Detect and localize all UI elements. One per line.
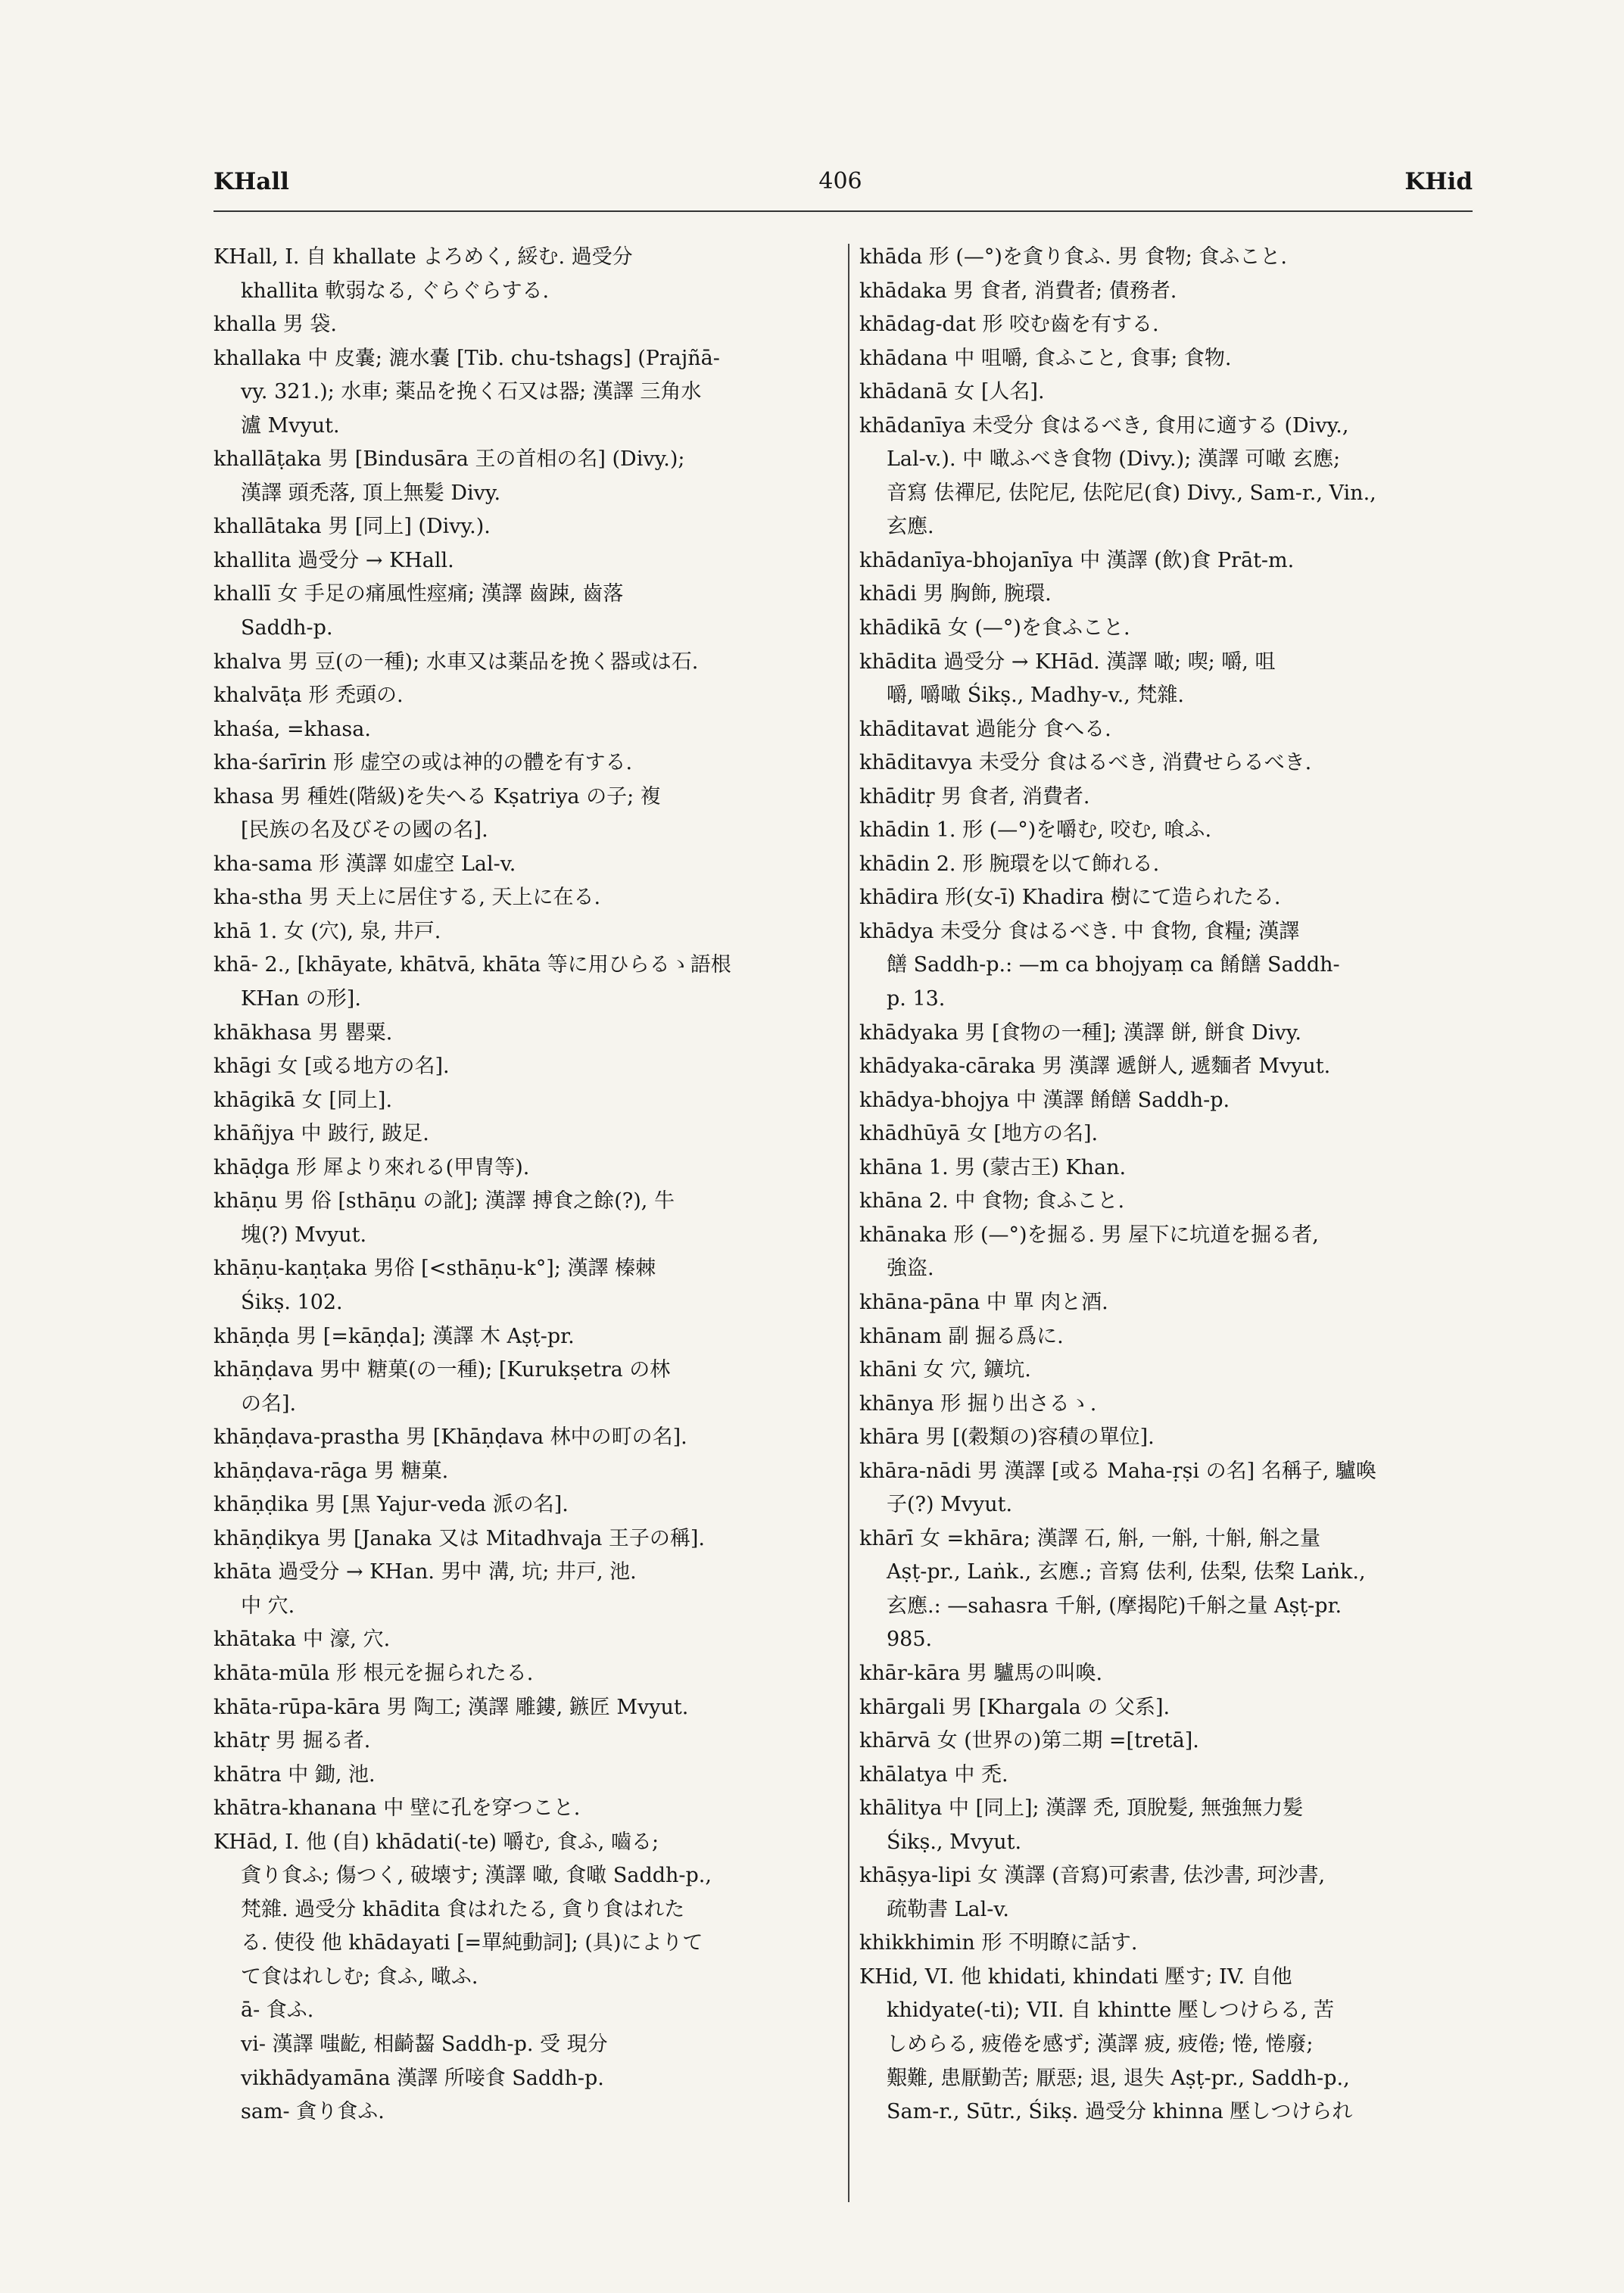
dictionary-line: Śikṣ. 102. — [241, 1290, 343, 1314]
dictionary-line: 音寫 佉禪尼, 佉陀尼, 佉陀尼(食) Divy., Sam-r., Vin., — [887, 481, 1376, 505]
dictionary-line: KHid, VI. 他 khidati, khindati 壓す; IV. 自他 — [859, 1964, 1292, 1989]
dictionary-line: khārī 女 =khāra; 漢譯 石, 斛, 一斛, 十斛, 斛之量 — [859, 1526, 1320, 1550]
dictionary-line: khānya 形 掘り出さるゝ. — [859, 1391, 1097, 1416]
header-rule — [214, 210, 1473, 212]
right-column — [859, 241, 1469, 2129]
dictionary-line: khādi 男 胸飾, 腕環. — [859, 582, 1052, 606]
dictionary-line: Lal-v.). 中 噉ふべき食物 (Divy.); 漢譯 可噉 玄應; — [887, 447, 1341, 472]
dictionary-line: khādyaka-cāraka 男 漢譯 遞餅人, 遞麵者 Mvyut. — [859, 1055, 1331, 1079]
dictionary-line: の名]. — [241, 1391, 297, 1416]
running-head-left: KHall — [214, 168, 289, 195]
dictionary-line: khāṇḍika 男 [黒 Yajur-veda 派の名]. — [214, 1493, 569, 1517]
dictionary-line: khālatya 中 禿. — [859, 1762, 1008, 1787]
dictionary-line: 貪り食ふ; 傷つく, 破壊す; 漢譯 噉, 食噉 Saddh-p., — [241, 1864, 712, 1888]
dictionary-line: khādag-dat 形 咬む齒を有する. — [859, 313, 1159, 337]
dictionary-line: 中 穴. — [241, 1594, 295, 1618]
dictionary-line: khāna 1. 男 (蒙古王) Khan. — [859, 1155, 1127, 1179]
dictionary-line: khāṇḍikya 男 [Janaka 又は Mitadhvaja 王子の稱]. — [214, 1526, 706, 1550]
column-divider — [848, 244, 849, 2202]
running-head-right: KHid — [1404, 168, 1473, 195]
dictionary-line: khāta-mūla 形 根元を掘られたる. — [214, 1661, 534, 1685]
dictionary-line: 梵雜. 過受分 khādita 食はれたる, 貪り食はれた — [241, 1897, 685, 1921]
dictionary-line: khāra-nādi 男 漢譯 [或る Maha-ṛṣi の名] 名稱子, 驢喚 — [859, 1459, 1376, 1483]
dictionary-line: khalvāṭa 形 禿頭の. — [214, 684, 404, 708]
dictionary-line: khādanīya-bhojanīya 中 漢譯 (飲)食 Prāt-m. — [859, 548, 1295, 572]
page-number: 406 — [818, 168, 862, 195]
dictionary-line: 艱難, 患厭勤苦; 厭惡; 退, 退失 Aṣṭ-pr., Saddh-p., — [887, 2066, 1350, 2090]
dictionary-line: khallaka 中 皮嚢; 漉水嚢 [Tib. chu-tshags] (Prajñā- — [214, 346, 720, 370]
dictionary-line: khāḍga 形 犀より來れる(甲冑等). — [214, 1155, 530, 1179]
dictionary-line: khāṇu 男 俗 [sthāṇu の訛]; 漢譯 搏食之餘(?), 牛 — [214, 1189, 675, 1213]
dictionary-line: khākhasa 男 罌粟. — [214, 1020, 393, 1045]
dictionary-line: p. 13. — [887, 987, 946, 1011]
dictionary-line: khādana 中 咀嚼, 食ふこと, 食事; 食物. — [859, 346, 1232, 370]
dictionary-line: khādaka 男 食者, 消費者; 債務者. — [859, 279, 1177, 303]
dictionary-line: khāditavat 過能分 食へる. — [859, 717, 1111, 741]
dictionary-line: khāta-rūpa-kāra 男 陶工; 漢譯 雕鏤, 鏃匠 Mvyut. — [214, 1695, 689, 1719]
dictionary-line: KHall, I. 自 khallate よろめく, 綏む. 過受分 — [214, 245, 633, 269]
dictionary-line: khāṇḍava-prastha 男 [Khāṇḍava 林中の町の名]. — [214, 1425, 687, 1450]
dictionary-line: khādikā 女 (—°)を食ふこと. — [859, 616, 1130, 640]
dictionary-line: khāṇḍava-rāga 男 糖菓. — [214, 1459, 449, 1483]
dictionary-line: kha-stha 男 天上に居住する, 天上に在る. — [214, 886, 601, 910]
dictionary-line: khār-kāra 男 驢馬の叫喚. — [859, 1661, 1103, 1685]
dictionary-line: 985. — [887, 1628, 933, 1652]
dictionary-line: khādanā 女 [人名]. — [859, 380, 1045, 404]
dictionary-line: sam- 貪り食ふ. — [241, 2100, 385, 2124]
dictionary-line: 漢譯 頭禿落, 頂上無髪 Divy. — [241, 481, 501, 505]
dictionary-line: 塊(?) Mvyut. — [241, 1223, 367, 1247]
dictionary-line: khānam 副 掘る爲に. — [859, 1324, 1064, 1348]
dictionary-line: 瀘 Mvyut. — [241, 413, 340, 438]
dictionary-line: khallita 軟弱なる, ぐらぐらする. — [241, 279, 550, 303]
dictionary-line: 玄應. — [887, 515, 934, 539]
dictionary-line: kha-śarīrin 形 虚空の或は神的の體を有する. — [214, 751, 633, 775]
dictionary-line: khāñjya 中 跛行, 跛足. — [214, 1122, 429, 1146]
dictionary-line: しめらる, 疲倦を感ず; 漢譯 疲, 疲倦; 惓, 惓廢; — [887, 2032, 1314, 2056]
dictionary-line: khāditavya 未受分 食はるべき, 消費せらるべき. — [859, 751, 1312, 775]
dictionary-line: 嚼, 嚼噉 Śikṣ., Madhy-v., 梵雜. — [887, 684, 1185, 708]
dictionary-line: khādita 過受分 → KHād. 漢譯 噉; 喫; 嚼, 咀 — [859, 650, 1276, 674]
dictionary-line: khādin 1. 形 (—°)を嚼む, 咬む, 喰ふ. — [859, 818, 1212, 843]
dictionary-line: 子(?) Mvyut. — [887, 1493, 1013, 1517]
dictionary-line: khallī 女 手足の痛風性痙痛; 漢譯 齒踈, 齒落 — [214, 582, 624, 606]
dictionary-line: khallātaka 男 [同上] (Divy.). — [214, 515, 491, 539]
dictionary-line: khāna 2. 中 食物; 食ふこと. — [859, 1189, 1125, 1213]
dictionary-line: khārvā 女 (世界の)第二期 =[tretā]. — [859, 1729, 1199, 1753]
dictionary-line: 疏勒書 Lal-v. — [887, 1897, 1009, 1921]
dictionary-line: khaśa, =khasa. — [214, 717, 371, 741]
dictionary-line: [民族の名及びその國の名]. — [241, 818, 488, 843]
dictionary-line: khā- 2., [khāyate, khātvā, khāta 等に用ひらるゝ語根 — [214, 953, 731, 977]
dictionary-line: khikkhimin 形 不明瞭に話す. — [859, 1931, 1138, 1955]
dictionary-line: khādya 未受分 食はるべき. 中 食物, 食糧; 漢譯 — [859, 919, 1300, 943]
dictionary-line: khālitya 中 [同上]; 漢譯 禿, 頂脫髪, 無強無力髪 — [859, 1796, 1304, 1821]
dictionary-line: 饍 Saddh-p.: —m ca bhojyaṃ ca 餚饍 Saddh- — [887, 953, 1340, 977]
dictionary-line: Saddh-p. — [241, 616, 333, 640]
dictionary-line: KHād, I. 他 (自) khādati(-te) 嚼む, 食ふ, 嚙る; — [214, 1830, 659, 1854]
dictionary-line: khātra 中 鋤, 池. — [214, 1762, 376, 1787]
dictionary-line: khidyate(-ti); VII. 自 khintte 壓しつけらる, 苦 — [887, 1999, 1334, 2023]
left-column — [214, 241, 827, 2129]
dictionary-line: khāṇḍava 男中 糖菓(の一種); [Kurukṣetra の林 — [214, 1358, 671, 1382]
dictionary-line: khāṣya-lipi 女 漢譯 (音寫)可索書, 佉沙書, 珂沙書, — [859, 1864, 1326, 1888]
dictionary-line: vikhādyamāna 漢譯 所唼食 Saddh-p. — [241, 2066, 604, 2090]
dictionary-line: khāda 形 (—°)を貪り食ふ. 男 食物; 食ふこと. — [859, 245, 1287, 269]
dictionary-line: khādyaka 男 [食物の一種]; 漢譯 餅, 餅食 Divy. — [859, 1020, 1301, 1045]
dictionary-line: khāditṛ 男 食者, 消費者. — [859, 784, 1090, 808]
dictionary-line: 玄應.: —sahasra 千斛, (摩揭陀)千斛之量 Aṣṭ-pr. — [887, 1594, 1342, 1618]
dictionary-line: て食はれしむ; 食ふ, 噉ふ. — [241, 1964, 478, 1989]
dictionary-line: khāgi 女 [或る地方の名]. — [214, 1055, 450, 1079]
dictionary-line: khāṇḍa 男 [=kāṇḍa]; 漢譯 木 Aṣṭ-pr. — [214, 1324, 575, 1348]
dictionary-line: khāgikā 女 [同上]. — [214, 1088, 393, 1112]
dictionary-line: 強盗. — [887, 1257, 934, 1281]
dictionary-line: khāra 男 [(穀類の)容積の單位]. — [859, 1425, 1155, 1450]
dictionary-line: khalla 男 袋. — [214, 313, 337, 337]
dictionary-line: khallāṭaka 男 [Bindusāra 王の首相の名] (Divy.); — [214, 447, 685, 472]
dictionary-line: khādanīya 未受分 食はるべき, 食用に適する (Divy., — [859, 413, 1349, 438]
dictionary-line: る. 使役 他 khādayati [=單純動詞]; (具)によりて — [241, 1931, 703, 1955]
dictionary-line: khātṛ 男 掘る者. — [214, 1729, 371, 1753]
dictionary-line: khādin 2. 形 腕環を以て飾れる. — [859, 852, 1160, 876]
dictionary-line: khāta 過受分 → KHan. 男中 溝, 坑; 井戸, 池. — [214, 1560, 637, 1584]
dictionary-line: khārgali 男 [Khargala の 父系]. — [859, 1695, 1170, 1719]
dictionary-line: khāna-pāna 中 單 肉と酒. — [859, 1290, 1108, 1314]
dictionary-line: khallita 過受分 → KHall. — [214, 548, 454, 572]
dictionary-line: kha-sama 形 漢譯 如虚空 Lal-v. — [214, 852, 516, 876]
dictionary-line: vi- 漢譯 嗤齕, 相齮齧 Saddh-p. 受 現分 — [241, 2032, 608, 2056]
dictionary-line: KHan の形]. — [241, 987, 361, 1011]
dictionary-line: khādya-bhojya 中 漢譯 餚饍 Saddh-p. — [859, 1088, 1230, 1112]
dictionary-line: Sam-r., Sūtr., Śikṣ. 過受分 khinna 壓しつけられ — [887, 2100, 1353, 2124]
dictionary-line: Aṣṭ-pr., Laṅk., 玄應.; 音寫 佉利, 佉梨, 佉棃 Laṅk., — [887, 1560, 1366, 1584]
dictionary-line: ā- 食ふ. — [241, 1999, 314, 2023]
dictionary-line: khāni 女 穴, 鑛坑. — [859, 1358, 1031, 1382]
dictionary-line: Śikṣ., Mvyut. — [887, 1830, 1022, 1854]
dictionary-line: khādhūyā 女 [地方の名]. — [859, 1122, 1099, 1146]
dictionary-line: khā 1. 女 (穴), 泉, 井戸. — [214, 919, 441, 943]
dictionary-line: vy. 321.); 水車; 薬品を挽く石又は器; 漢譯 三角水 — [241, 380, 702, 404]
dictionary-line: khātra-khanana 中 壁に孔を穿つこと. — [214, 1796, 581, 1821]
dictionary-line: khalva 男 豆(の一種); 水車又は薬品を挽く器或は石. — [214, 650, 699, 674]
dictionary-line: khādira 形(女-ī) Khadira 樹にて造られたる. — [859, 886, 1281, 910]
dictionary-line: khāṇu-kaṇṭaka 男俗 [<sthāṇu-k°]; 漢譯 榛棘 — [214, 1257, 656, 1281]
dictionary-line: khasa 男 種姓(階級)を失へる Kṣatriya の子; 複 — [214, 784, 661, 808]
dictionary-line: khātaka 中 濠, 穴. — [214, 1628, 391, 1652]
dictionary-line: khānaka 形 (—°)を掘る. 男 屋下に坑道を掘る者, — [859, 1223, 1319, 1247]
